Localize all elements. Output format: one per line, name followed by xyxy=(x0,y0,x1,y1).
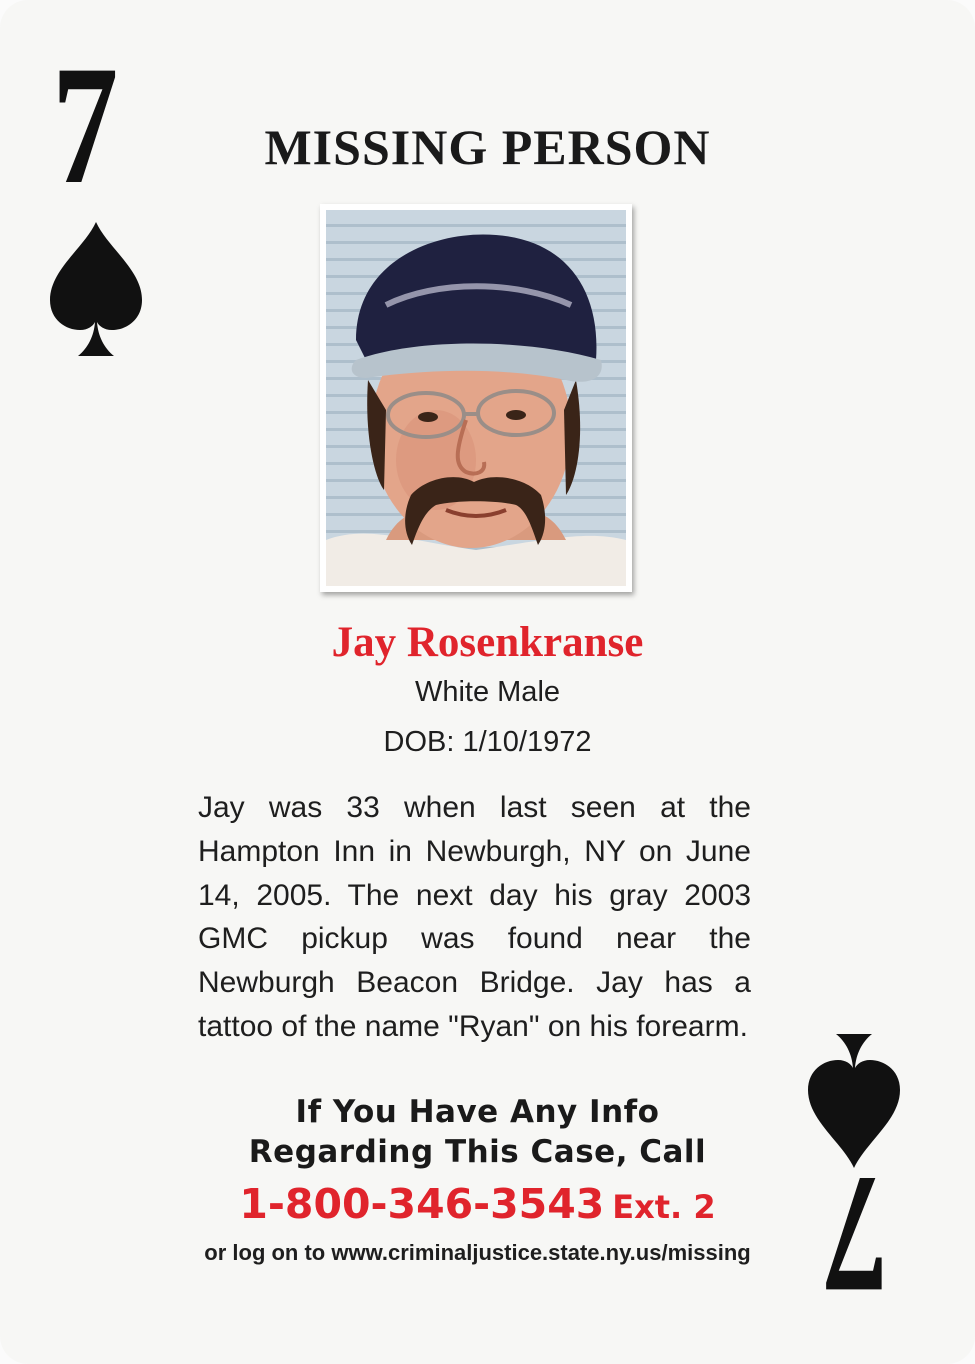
spade-icon xyxy=(44,218,148,362)
phone-number[interactable]: 1-800-346-3543 xyxy=(239,1180,605,1228)
rank-bottom: 7 xyxy=(822,1141,890,1329)
info-line-2: Regarding This Case, Call xyxy=(248,1134,707,1170)
race-sex: White Male xyxy=(414,676,561,708)
person-photo xyxy=(320,204,632,592)
info-line-1: If You Have Any Info xyxy=(295,1094,660,1130)
phone-line xyxy=(190,1180,765,1228)
date-of-birth: DOB: 1/10/1972 xyxy=(383,726,592,758)
person-name: Jay Rosenkranse xyxy=(331,619,644,666)
phone-extension: Ext. 2 xyxy=(612,1188,716,1226)
photo-image xyxy=(326,210,626,586)
case-description: Jay was 33 when last seen at the Hampton Inn in Newburgh, NY on June 14, 2005. The next day his gray 2003 GMC pickup was found near the Newburgh Beacon Bridge. Jay has a tattoo of the name "Ryan" on his forearm. xyxy=(198,791,751,1043)
rank-top: 7 xyxy=(52,31,119,219)
website-link[interactable]: or log on to www.criminaljustice.state.ny.us/missing xyxy=(204,1240,751,1265)
page-title: MISSING PERSON xyxy=(264,119,711,175)
